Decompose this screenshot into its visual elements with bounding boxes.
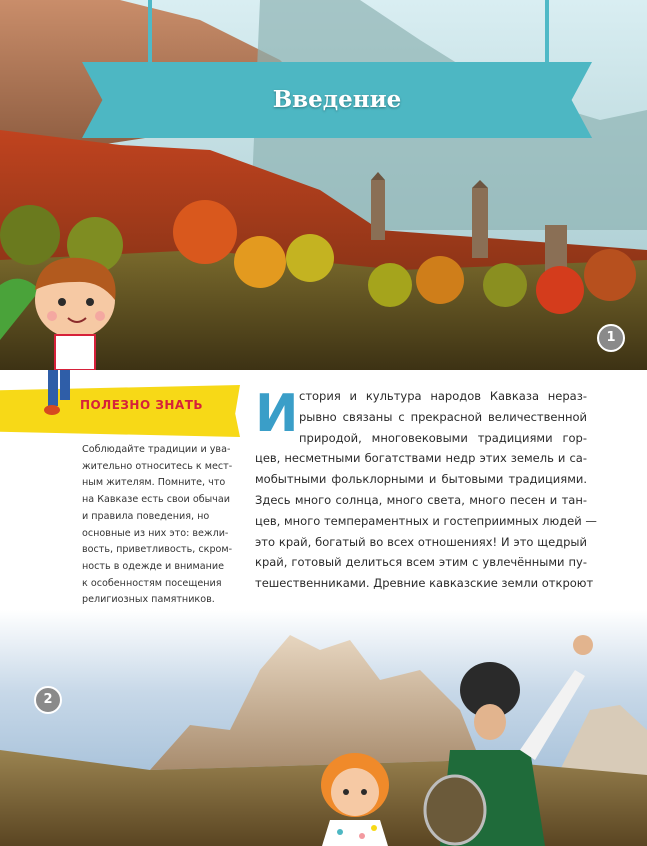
article-line: тешественниками. Древние кавказские земли откроют: [255, 576, 594, 591]
tip-line: Соблюдайте традиции и ува-: [82, 444, 231, 455]
photo-number-badge-1: 1: [597, 324, 625, 352]
tip-line: на Кавказе есть свои обычаи: [82, 494, 230, 506]
tip-text: [82, 442, 232, 609]
tip-boy-legs: [40, 370, 80, 416]
article-line: это край, богатый во всех отношениях! И это щедрый: [255, 534, 587, 549]
article-line: цев, несметными богатствами недр этих земель и са-: [255, 451, 587, 466]
tip-line: жительно относитесь к мест-: [82, 460, 233, 472]
article-line: край, готовый делиться всем этим с увлечёнными пу-: [255, 555, 587, 570]
article-line: Здесь много солнца, много света, много песен и тан-: [255, 492, 587, 507]
boy-legs-icon: [40, 370, 80, 416]
article-line: природой, многовековыми традициями гор-: [299, 430, 587, 445]
article-line: цев, много темпераментных и гостеприимных людей —: [255, 513, 597, 528]
cartoon-girl-illustration: [321, 753, 389, 846]
article-line: стория и культура народов Кавказа нераз-: [299, 389, 587, 403]
tip-line: и правила поведения, но: [82, 510, 210, 522]
banner-rope-left: [148, 0, 152, 70]
photo-number-badge-2: 2: [34, 686, 62, 714]
page-title: Введение: [272, 86, 402, 113]
banner-rope-right: [545, 0, 549, 70]
landscape-illustration: [0, 0, 647, 370]
tip-line: ным жителям. Помните, что: [82, 477, 226, 489]
tip-line: ность в одежде и внимание: [82, 560, 225, 572]
tip-heading: ПОЛЕЗНО ЗНАТЬ: [80, 398, 204, 412]
landscape-photo-mountains: [0, 610, 647, 846]
drop-cap: И: [255, 384, 299, 444]
tip-line: вость, приветливость, скром-: [82, 544, 233, 556]
tip-line: основные из них это: вежли-: [82, 527, 229, 539]
tip-line: к особенностям посещения: [82, 577, 222, 589]
article-line: мобытными фольклорными и бытовыми традициями.: [255, 472, 587, 487]
article-body: [255, 386, 597, 594]
article-line: рывно связаны с прекрасной величественной: [299, 409, 587, 424]
tip-line: религиозных памятников.: [82, 594, 215, 606]
landscape-photo-towers: [0, 0, 647, 370]
mountain-illustration: [0, 610, 647, 846]
